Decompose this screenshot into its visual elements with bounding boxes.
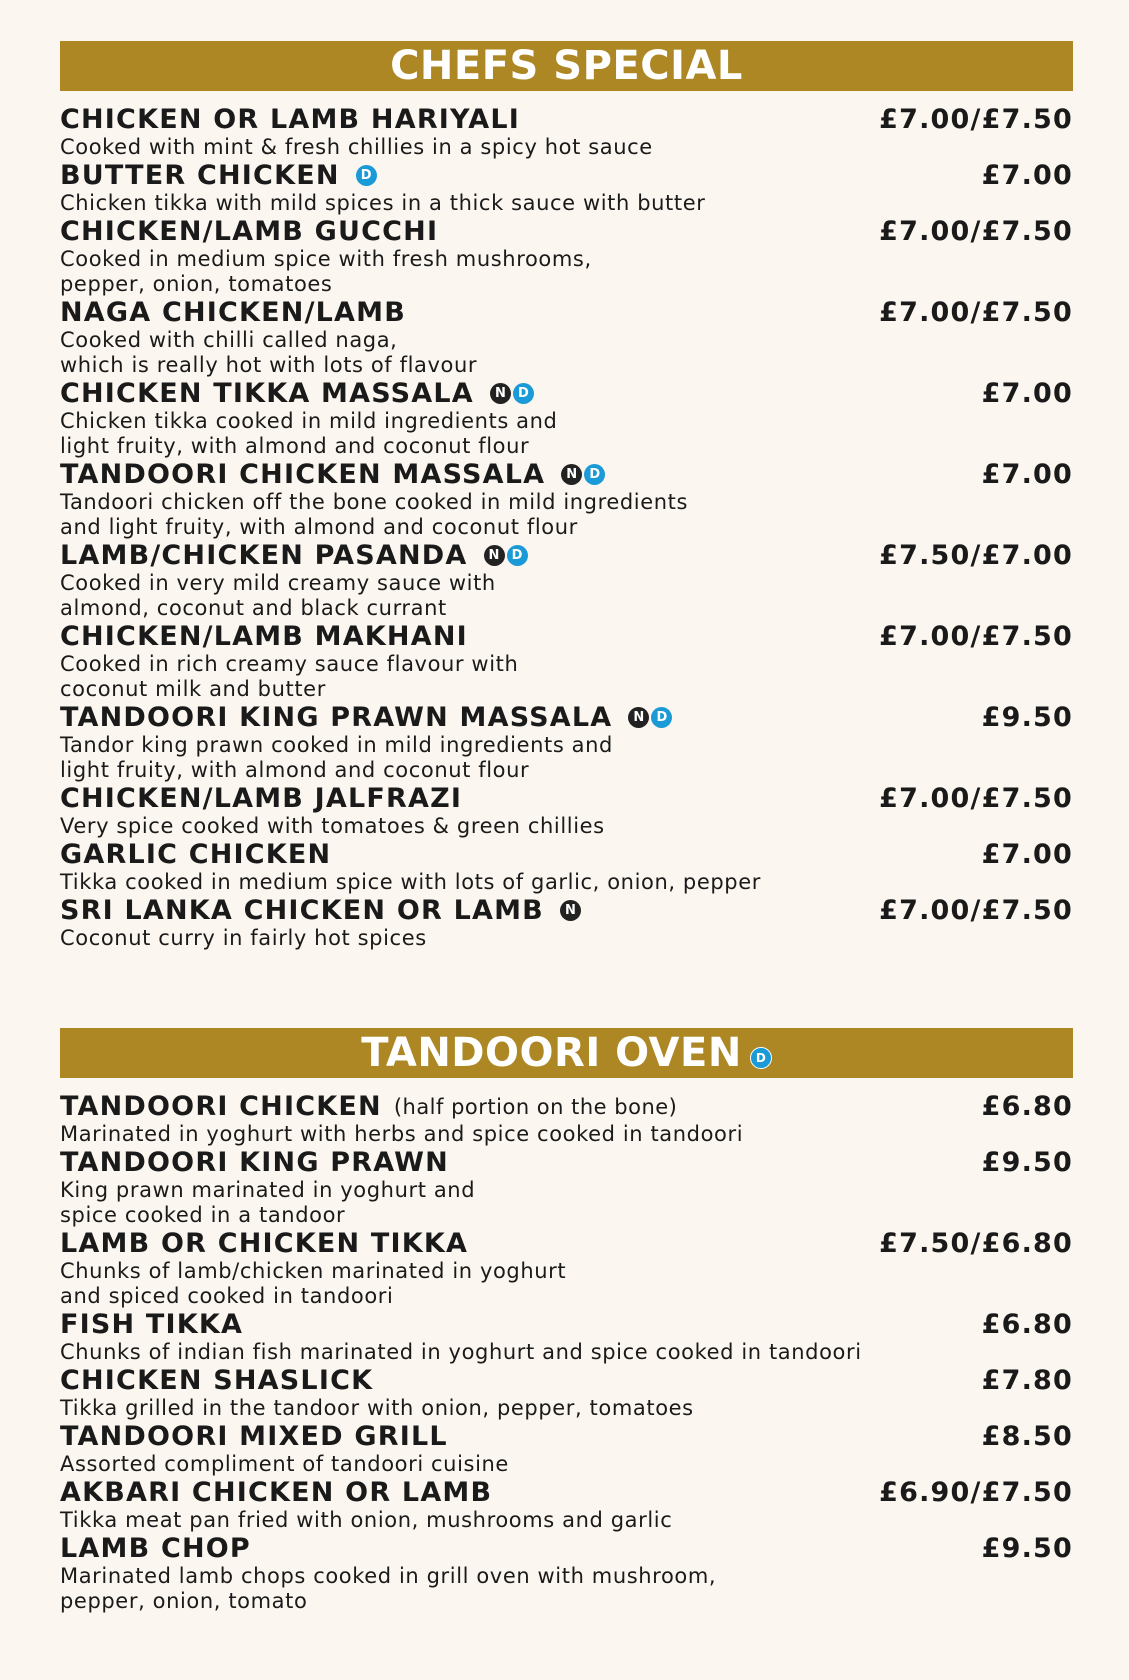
menu-item-name-row: [60, 160, 377, 191]
menu-item: [60, 1091, 1073, 1147]
dairy-icon: D: [507, 545, 528, 566]
menu-item-price: £9.50: [981, 702, 1073, 733]
menu-item-header: [60, 459, 1073, 490]
nut-icon: N: [484, 545, 505, 566]
menu-item-name: LAMB OR CHICKEN TIKKA: [60, 1228, 469, 1259]
menu-item-description: Chunks of indian fish marinated in yoghurt and spice cooked in tandoori: [60, 1340, 862, 1364]
menu-item-header: [60, 1147, 1073, 1178]
menu-item-name-row: [60, 1228, 468, 1259]
nut-icon: N: [490, 383, 511, 404]
menu-item: [60, 216, 1073, 297]
menu-item-name-row: [60, 1477, 492, 1508]
menu-item: [60, 1533, 1073, 1614]
menu-item: [60, 1477, 1073, 1533]
menu-item-description: Assorted compliment of tandoori cuisine: [60, 1452, 509, 1476]
menu-item-name: CHICKEN/LAMB GUCCHI: [60, 216, 439, 247]
menu-item-price: £7.80: [981, 1365, 1073, 1396]
menu-item-name-row: [60, 1147, 449, 1178]
menu-item-header: [60, 702, 1073, 733]
menu-item-description: Marinated lamb chops cooked in grill oven with mushroom,: [60, 1564, 717, 1588]
menu-item-name-row: [60, 1421, 448, 1452]
menu-item-price: £7.50/£6.80: [879, 1228, 1073, 1259]
menu-item-price: £8.50: [981, 1421, 1073, 1452]
menu-item-price: £6.90/£7.50: [879, 1477, 1073, 1508]
menu-item-name: NAGA CHICKEN/LAMB: [60, 297, 406, 328]
menu-item-name: CHICKEN TIKKA MASSALA: [60, 378, 474, 409]
menu-item: [60, 1309, 1073, 1365]
menu-item-header: [60, 216, 1073, 247]
menu-item-name: LAMB CHOP: [60, 1533, 251, 1564]
menu-item-description: Tikka cooked in medium spice with lots of garlic, onion, pepper: [60, 870, 761, 894]
menu-item-name-row: [60, 540, 528, 571]
menu-item-description: and spiced cooked in tandoori: [60, 1284, 394, 1308]
menu-item-description: Very spice cooked with tomatoes & green chillies: [60, 814, 605, 838]
menu-item: [60, 783, 1073, 839]
menu-item: [60, 378, 1073, 459]
menu-item-description: spice cooked in a tandoor: [60, 1203, 346, 1227]
dietary-badges: [484, 545, 528, 566]
menu-item-price: £6.80: [981, 1091, 1073, 1122]
menu-item-name: CHICKEN OR LAMB HARIYALI: [60, 104, 520, 135]
dietary-badges: [561, 464, 605, 485]
nut-icon: N: [561, 464, 582, 485]
title-badges: [750, 1037, 772, 1069]
menu-item: [60, 459, 1073, 540]
menu-item-header: [60, 1421, 1073, 1452]
menu-item-description: Coconut curry in fairly hot spices: [60, 926, 427, 950]
menu-item: [60, 297, 1073, 378]
menu-item-price: £7.00: [981, 459, 1073, 490]
menu-item-header: [60, 895, 1073, 926]
menu-item-name: FISH TIKKA: [60, 1309, 244, 1340]
chefs-special-banner: [60, 41, 1073, 91]
menu-item-header: [60, 1091, 1073, 1122]
nut-icon: N: [560, 900, 581, 921]
menu-item-price: £9.50: [981, 1533, 1073, 1564]
tandoori-oven-section: [60, 1028, 1073, 1614]
dairy-icon: D: [513, 383, 534, 404]
menu-item-header: [60, 297, 1073, 328]
dairy-icon: D: [356, 165, 377, 186]
menu-item-name-row: [60, 1309, 243, 1340]
menu-item-description: Marinated in yoghurt with herbs and spice cooked in tandoori: [60, 1122, 744, 1146]
menu-item-name: CHICKEN/LAMB JALFRAZI: [60, 783, 463, 814]
dairy-icon: D: [651, 707, 672, 728]
menu-item-price: £7.00/£7.50: [879, 297, 1073, 328]
menu-item-price: £7.00/£7.50: [879, 104, 1073, 135]
menu-item-name: TANDOORI CHICKEN: [60, 1091, 382, 1122]
menu-item-name: AKBARI CHICKEN OR LAMB: [60, 1477, 493, 1508]
menu-item-name: LAMB/CHICKEN PASANDA: [60, 540, 468, 571]
menu-item-name-row: [60, 839, 331, 870]
menu-item-price: £7.50/£7.00: [879, 540, 1073, 571]
dietary-badges: [560, 900, 581, 921]
menu-item-description: light fruity, with almond and coconut flour: [60, 758, 530, 782]
menu-item-price: £7.00/£7.50: [879, 895, 1073, 926]
menu-item-name: TANDOORI CHICKEN MASSALA: [60, 459, 546, 490]
menu-item-description: Cooked in medium spice with fresh mushrooms,: [60, 247, 592, 271]
dietary-badges: [490, 383, 534, 404]
menu-item-name-row: [60, 1533, 251, 1564]
menu-item-name-row: [60, 621, 468, 652]
menu-item-name-row: [60, 895, 581, 926]
menu-item: [60, 1421, 1073, 1477]
menu-item-name-row: [60, 702, 672, 733]
menu-item-price: £7.00: [981, 839, 1073, 870]
menu-item-header: [60, 1533, 1073, 1564]
menu-item-description: Cooked with chilli called naga,: [60, 328, 398, 352]
menu-item-description: Tikka meat pan fried with onion, mushrooms and garlic: [60, 1508, 673, 1532]
menu-item-description: pepper, onion, tomatoes: [60, 272, 333, 296]
menu-item-name-row: [60, 1365, 373, 1396]
menu-item-header: [60, 1477, 1073, 1508]
menu-item-header: [60, 621, 1073, 652]
menu-item-description: Chunks of lamb/chicken marinated in yoghurt: [60, 1259, 567, 1283]
menu-item-price: £9.50: [981, 1147, 1073, 1178]
menu-item: [60, 540, 1073, 621]
menu-item-name: TANDOORI KING PRAWN MASSALA: [60, 702, 613, 733]
menu-item-price: £7.00/£7.50: [879, 783, 1073, 814]
menu-item-header: [60, 1228, 1073, 1259]
menu-item-name: GARLIC CHICKEN: [60, 839, 332, 870]
menu-item-description: Cooked with mint & fresh chillies in a spicy hot sauce: [60, 135, 653, 159]
menu-item-header: [60, 1365, 1073, 1396]
menu-item-name-row: [60, 1091, 677, 1122]
menu-item-description: Cooked in rich creamy sauce flavour with: [60, 652, 519, 676]
menu-item-header: [60, 1309, 1073, 1340]
menu-item-description: Tandoori chicken off the bone cooked in mild ingredients: [60, 490, 689, 514]
dairy-icon: D: [750, 1047, 772, 1069]
chefs-special-section: [60, 41, 1073, 951]
nut-icon: N: [628, 707, 649, 728]
menu-item-description: King prawn marinated in yoghurt and: [60, 1178, 476, 1202]
menu-item-description: Chicken tikka with mild spices in a thick sauce with butter: [60, 191, 706, 215]
menu-item-name: CHICKEN SHASLICK: [60, 1365, 374, 1396]
menu-item-name-row: [60, 104, 520, 135]
menu-item: [60, 839, 1073, 895]
menu-item: [60, 1147, 1073, 1228]
menu-item-header: [60, 839, 1073, 870]
tandoori-oven-banner: [60, 1028, 1073, 1078]
menu-item: [60, 702, 1073, 783]
menu-item-name-row: [60, 297, 406, 328]
menu-item-header: [60, 540, 1073, 571]
menu-item-description: light fruity, with almond and coconut flour: [60, 434, 530, 458]
menu-item: [60, 621, 1073, 702]
menu-item-description: coconut milk and butter: [60, 677, 326, 701]
menu-item-name-row: [60, 783, 462, 814]
menu-item-description: almond, coconut and black currant: [60, 596, 447, 620]
menu-item-name-row: [60, 459, 605, 490]
menu-item-name: TANDOORI MIXED GRILL: [60, 1421, 448, 1452]
menu-item: [60, 1228, 1073, 1309]
menu-item-header: [60, 378, 1073, 409]
menu-item-price: £7.00/£7.50: [879, 621, 1073, 652]
dietary-badges: [356, 165, 377, 186]
tandoori-oven-items: [60, 1091, 1073, 1614]
chefs-special-items: [60, 104, 1073, 951]
menu-item: [60, 1365, 1073, 1421]
menu-item-description: Cooked in very mild creamy sauce with: [60, 571, 496, 595]
menu-item-description: Chicken tikka cooked in mild ingredients and: [60, 409, 558, 433]
menu-item-description: Tikka grilled in the tandoor with onion, pepper, tomatoes: [60, 1396, 694, 1420]
menu-item-price: £6.80: [981, 1309, 1073, 1340]
menu-item-name: BUTTER CHICKEN: [60, 160, 340, 191]
menu-item-name-row: [60, 378, 534, 409]
menu-item-name: TANDOORI KING PRAWN: [60, 1147, 449, 1178]
dietary-badges: [628, 707, 672, 728]
menu-item: [60, 104, 1073, 160]
menu-item-description: pepper, onion, tomato: [60, 1589, 308, 1613]
menu-item-header: [60, 104, 1073, 135]
menu-item-price: £7.00: [981, 160, 1073, 191]
menu-item: [60, 160, 1073, 216]
section-title: CHEFS SPECIAL: [390, 43, 743, 89]
menu-item-header: [60, 783, 1073, 814]
menu-item-description: and light fruity, with almond and coconut flour: [60, 515, 578, 539]
menu-item: [60, 895, 1073, 951]
dairy-icon: D: [584, 464, 605, 485]
menu-item-note: (half portion on the bone): [393, 1094, 678, 1119]
menu-item-description: which is really hot with lots of flavour: [60, 353, 478, 377]
menu-item-name-row: [60, 216, 438, 247]
section-title: TANDOORI OVEN: [361, 1030, 742, 1076]
menu-item-price: £7.00: [981, 378, 1073, 409]
menu-item-name: CHICKEN/LAMB MAKHANI: [60, 621, 468, 652]
menu-item-name: SRI LANKA CHICKEN OR LAMB: [60, 895, 544, 926]
menu-item-price: £7.00/£7.50: [879, 216, 1073, 247]
menu-item-header: [60, 160, 1073, 191]
menu-item-description: Tandor king prawn cooked in mild ingredients and: [60, 733, 613, 757]
